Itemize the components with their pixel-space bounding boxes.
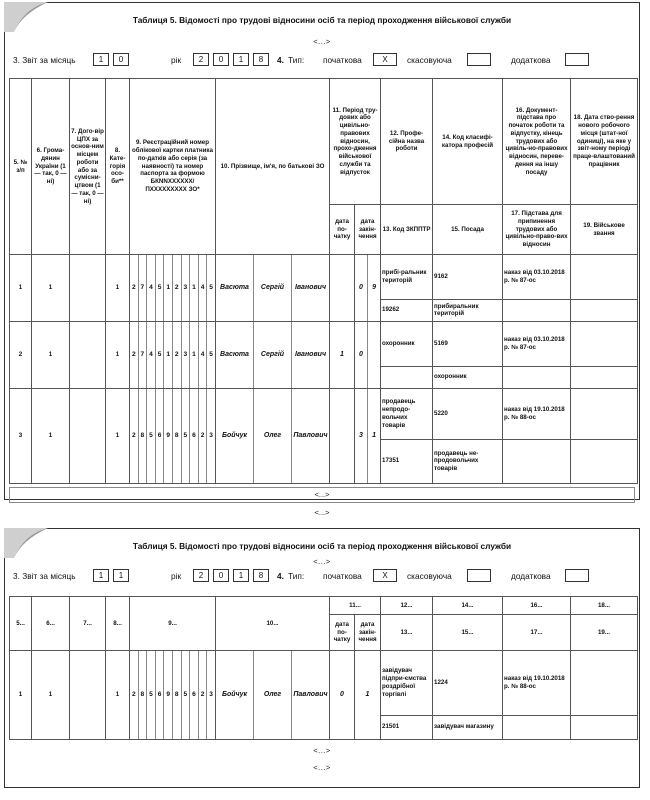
- id-digit: 6: [190, 389, 199, 483]
- cell-code14: 5220: [433, 389, 503, 440]
- col-header-15: 15...: [433, 615, 503, 651]
- page-curl-icon: [4, 528, 48, 558]
- table-row: [10, 255, 638, 300]
- cell-code13: 21501: [381, 715, 433, 739]
- cell-end: [355, 389, 381, 484]
- end-digit-2: 9: [372, 283, 376, 291]
- additional-checkbox[interactable]: [565, 569, 589, 582]
- id-digit: 5: [156, 322, 165, 388]
- cancel-checkbox[interactable]: [467, 53, 491, 66]
- id-digit: 4: [199, 255, 208, 321]
- cell-rank: [571, 715, 638, 739]
- id-digit: 5: [209, 283, 213, 291]
- id-digit: 6: [156, 389, 165, 483]
- id-digit: 5: [147, 389, 156, 483]
- month-digit-1[interactable]: 1: [93, 53, 109, 66]
- cell-basis: [503, 299, 571, 321]
- col-header-16: 16...: [503, 597, 571, 615]
- col-header-11a: дата по-чатку: [330, 205, 355, 255]
- initial-checkbox[interactable]: X: [373, 569, 397, 582]
- col-header-6: 6...: [32, 597, 70, 651]
- id-digit: 8: [173, 651, 182, 739]
- initial-checkbox[interactable]: X: [373, 53, 397, 66]
- id-digit: 9: [164, 389, 173, 483]
- cell-id: [130, 322, 216, 389]
- cell-code14: 5169: [433, 322, 503, 367]
- col-header-8: 8. Кате-горія осо-би**: [106, 79, 130, 255]
- id-digit: 8: [139, 651, 148, 739]
- report-header: [5, 568, 639, 590]
- cell-doc: наказ від 19.10.2018 р. № 88-ос: [503, 651, 571, 716]
- table5-form-october: [4, 2, 640, 500]
- table-ellipsis-row: <...>: [313, 746, 331, 755]
- col-header-15: 15. Посада: [433, 205, 503, 255]
- year-digit-4[interactable]: 8: [253, 569, 269, 582]
- id-digit: 5: [209, 350, 213, 358]
- cell-gph: [70, 389, 106, 484]
- cell-newplace: [571, 389, 638, 440]
- year-digit-1[interactable]: 2: [193, 569, 209, 582]
- year-label: рік: [171, 55, 182, 65]
- cell-n: 3: [10, 389, 32, 484]
- year-label: рік: [171, 571, 182, 581]
- cell-newplace: [571, 255, 638, 300]
- id-digit: 1: [164, 255, 173, 321]
- col-header-8: 8...: [106, 597, 130, 651]
- end-digit-2: 1: [372, 431, 376, 439]
- cell-position: прибиральник територій: [433, 299, 503, 321]
- cell-position: охоронник: [433, 366, 503, 388]
- surname: Васюта: [216, 255, 254, 321]
- cell-fullname: [216, 322, 330, 389]
- cell-start: [330, 255, 355, 322]
- id-digit: 4: [147, 322, 156, 388]
- end-digit-1: 0: [355, 255, 368, 321]
- col-header-18: 18. Дата ство-рення нового робочого місця (штат-ної одиниці), на яке у звіт-ному періоді праце-влаштований працівник: [571, 79, 638, 205]
- cell-citizen: 1: [32, 651, 70, 740]
- ellipsis: <...>: [313, 557, 331, 566]
- year-digit-1[interactable]: 2: [193, 53, 209, 66]
- cell-start: 0: [330, 651, 355, 740]
- first-name: Сергій: [254, 322, 292, 388]
- id-digit: 8: [139, 389, 148, 483]
- id-digit: 2: [173, 255, 182, 321]
- id-digit: 7: [139, 322, 148, 388]
- initial-label: початкова: [323, 55, 362, 65]
- additional-label: додаткова: [511, 571, 551, 581]
- surname: Васюта: [216, 322, 254, 388]
- cell-category: 1: [106, 322, 130, 389]
- cell-code13: [381, 366, 433, 388]
- col-header-17: 17...: [503, 615, 571, 651]
- cell-n: 2: [10, 322, 32, 389]
- col-header-5: 5...: [10, 597, 32, 651]
- col-header-11: 11...: [330, 597, 381, 615]
- initial-label: початкова: [323, 571, 362, 581]
- col-header-10: 10...: [216, 597, 330, 651]
- year-digit-3[interactable]: 1: [233, 53, 249, 66]
- page-curl-icon: [4, 2, 48, 32]
- col-header-6: 6. Грома-дянин України (1 — так, 0 — ні): [32, 79, 70, 255]
- patronymic: Іванович: [294, 350, 327, 358]
- ellipsis: <...>: [313, 37, 331, 46]
- cell-rank: [571, 299, 638, 321]
- data-table: [9, 596, 638, 740]
- id-digit: 5: [147, 651, 156, 739]
- id-digit: 3: [182, 322, 191, 388]
- cell-newplace: [571, 322, 638, 367]
- id-digit: 4: [199, 322, 208, 388]
- id-digit: 2: [173, 322, 182, 388]
- type-number: 4.: [277, 55, 284, 65]
- year-digit-2[interactable]: 0: [213, 53, 229, 66]
- id-digit: 5: [182, 651, 191, 739]
- cell-gph: [70, 651, 106, 740]
- cell-doc: наказ від 19.10.2018 р. № 88-ос: [503, 389, 571, 440]
- id-digit: 2: [130, 389, 139, 483]
- cell-id: [130, 389, 216, 484]
- table-row: [10, 651, 638, 716]
- cell-end: 1: [355, 651, 381, 740]
- cell-newplace: [571, 651, 638, 716]
- id-digit: 9: [164, 651, 173, 739]
- cell-rank: [571, 439, 638, 483]
- additional-checkbox[interactable]: [565, 53, 589, 66]
- cell-position: продавець не-продовольчих товарів: [433, 439, 503, 483]
- cell-fullname: [216, 389, 330, 484]
- first-name: Олег: [254, 651, 292, 739]
- cell-code14: 1224: [433, 651, 503, 716]
- col-header-9: 9. Реєстраційний номер облікової картки платника по-датків або серія (за наявності) та номер паспорта за формою БКNNXXXXXX/ ПXXXXXXXXX ЗО*: [130, 79, 216, 255]
- cell-fullname: [216, 255, 330, 322]
- cell-gph: [70, 322, 106, 389]
- cancel-checkbox[interactable]: [467, 569, 491, 582]
- id-digit: 8: [173, 389, 182, 483]
- col-header-19: 19. Військове звання: [571, 205, 638, 255]
- end-digit-1: 3: [355, 389, 368, 483]
- id-digit: 1: [190, 255, 199, 321]
- surname: Бойчук: [216, 389, 254, 483]
- end-digit-2: [368, 322, 380, 388]
- id-digit: 1: [190, 322, 199, 388]
- ellipsis: <...>: [314, 508, 330, 517]
- cell-category: 1: [106, 389, 130, 484]
- id-digit: 2: [130, 651, 139, 739]
- id-digit: 3: [209, 690, 213, 698]
- cell-profname: продавець непродо-вольчих товарів: [381, 389, 433, 440]
- col-header-17: 17. Підстава для припинення трудових або цивільно-право-вих відносин: [503, 205, 571, 255]
- cell-position: завідувач магазину: [433, 715, 503, 739]
- cell-doc: наказ від 03.10.2018 р. № 87-ос: [503, 322, 571, 367]
- report-header: [5, 52, 639, 78]
- id-digit: 6: [156, 651, 165, 739]
- id-digit: 6: [190, 651, 199, 739]
- cell-citizen: 1: [32, 389, 70, 484]
- page-title: Таблиця 5. Відомості про трудові відносини осіб та період проходження військової служби: [132, 541, 512, 551]
- id-digit: 3: [182, 255, 191, 321]
- cell-category: 1: [106, 651, 130, 740]
- col-header-12: 12. Профе-сійна назва роботи: [381, 79, 433, 205]
- type-label: Тип:: [288, 55, 305, 65]
- cancel-label: скасовуюча: [407, 55, 452, 65]
- data-table: [9, 78, 638, 484]
- cell-basis: [503, 439, 571, 483]
- table5-form-november: [4, 528, 640, 788]
- cell-profname: охоронник: [381, 322, 433, 367]
- cell-code14: 9162: [433, 255, 503, 300]
- col-header-14: 14...: [433, 597, 503, 615]
- cell-code13: 19262: [381, 299, 433, 321]
- table-row: [10, 389, 638, 440]
- year-digit-4[interactable]: 8: [253, 53, 269, 66]
- id-digit: 5: [182, 389, 191, 483]
- col-header-7: 7. Дого-вір ЦПХ за основ-ним місцем роботи або за сумісни-цтвом (1 — так, 0 — ні): [70, 79, 106, 255]
- col-header-13: 13. Код ЗКППТР: [381, 205, 433, 255]
- col-header-14: 14. Код класифі-катора професій: [433, 79, 503, 205]
- col-header-12: 12...: [381, 597, 433, 615]
- id-digit: 2: [199, 651, 208, 739]
- cell-code13: 17351: [381, 439, 433, 483]
- cell-basis: [503, 366, 571, 388]
- col-header-13: 13...: [381, 615, 433, 651]
- additional-label: додаткова: [511, 55, 551, 65]
- col-header-11: 11. Період тру-дових або цивільно-правових відносин, прохо-дження військової служби та відпусток: [330, 79, 381, 205]
- end-digit-1: 0: [355, 322, 368, 388]
- ellipsis: <...>: [313, 763, 331, 772]
- type-label: Тип:: [288, 571, 305, 581]
- cell-doc: наказ від 03.10.2018 р. № 87-ос: [503, 255, 571, 300]
- cell-end: [355, 322, 381, 389]
- id-digit: 1: [164, 322, 173, 388]
- year-digit-2[interactable]: 0: [213, 569, 229, 582]
- id-digit: 5: [156, 255, 165, 321]
- id-digit: 2: [130, 255, 139, 321]
- cancel-label: скасовуюча: [407, 571, 452, 581]
- id-digit: 3: [209, 431, 213, 439]
- year-digit-3[interactable]: 1: [233, 569, 249, 582]
- month-digit-1[interactable]: 1: [93, 569, 109, 582]
- surname: Бойчук: [216, 651, 254, 739]
- id-digit: 7: [139, 255, 148, 321]
- col-header-10: 10. Прізвище, ім'я, по батькові ЗО: [216, 79, 330, 255]
- col-header-11a: дата по-чатку: [330, 615, 355, 651]
- col-header-19: 19...: [571, 615, 638, 651]
- table-ellipsis-row: <...>: [9, 487, 635, 503]
- cell-start: 1: [330, 322, 355, 389]
- cell-start: [330, 389, 355, 484]
- cell-profname: завідувач підпри-ємства роздрібної торгівлі: [381, 651, 433, 716]
- cell-citizen: 1: [32, 255, 70, 322]
- cell-n: 1: [10, 255, 32, 322]
- first-name: Сергій: [254, 255, 292, 321]
- col-header-7: 7...: [70, 597, 106, 651]
- id-digit: 2: [199, 389, 208, 483]
- patronymic: Павлович: [293, 690, 328, 698]
- month-digit-2[interactable]: 0: [113, 53, 129, 66]
- patronymic: Павлович: [293, 431, 328, 439]
- cell-basis: [503, 715, 571, 739]
- report-month-label: 3. Звіт за місяць: [13, 571, 76, 581]
- cell-fullname: [216, 651, 330, 740]
- cell-id: [130, 255, 216, 322]
- cell-gph: [70, 255, 106, 322]
- id-digit: 2: [130, 322, 139, 388]
- cell-profname: прибі-ральник територій: [381, 255, 433, 300]
- table-row: [10, 322, 638, 367]
- report-month-label: 3. Звіт за місяць: [13, 55, 76, 65]
- cell-end: [355, 255, 381, 322]
- cell-rank: [571, 366, 638, 388]
- col-header-5: 5. № з/п: [10, 79, 32, 255]
- cell-citizen: 1: [32, 322, 70, 389]
- id-digit: 4: [147, 255, 156, 321]
- page-title: Таблиця 5. Відомості про трудові відносини осіб та період проходження військової служби: [132, 15, 512, 25]
- cell-id: [130, 651, 216, 740]
- patronymic: Іванович: [294, 283, 327, 291]
- col-header-11b: дата закін-чення: [355, 205, 381, 255]
- cell-n: 1: [10, 651, 32, 740]
- col-header-18: 18...: [571, 597, 638, 615]
- cell-category: 1: [106, 255, 130, 322]
- col-header-16: 16. Документ-підстава про початок роботи та відпустку, кінець трудових або цивіль-но-правових відносин, переве-дення на іншу посаду: [503, 79, 571, 205]
- month-digit-2[interactable]: 1: [113, 569, 129, 582]
- col-header-9: 9...: [130, 597, 216, 651]
- col-header-11b: дата закін-чення: [355, 615, 381, 651]
- type-number: 4.: [277, 571, 284, 581]
- first-name: Олег: [254, 389, 292, 483]
